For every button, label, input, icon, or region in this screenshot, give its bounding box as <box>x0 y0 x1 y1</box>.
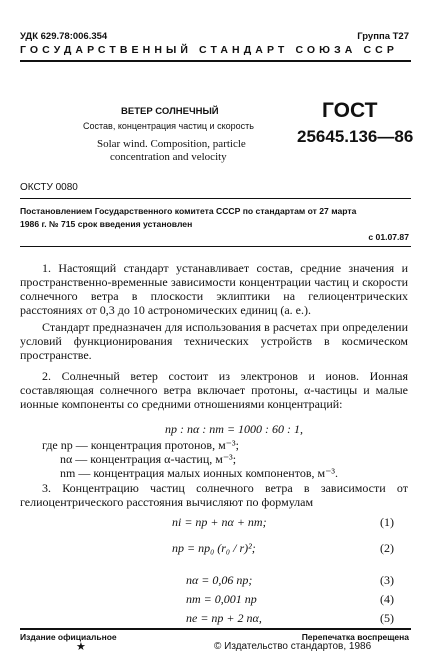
equation-3-number: (3) <box>380 573 394 587</box>
decree-effective-date: с 01.07.87 <box>368 232 409 242</box>
equation-1: ni = np + nα + nm; <box>172 515 267 529</box>
equation-4: nm = 0,001 np <box>186 592 257 606</box>
equation-2: np = np₀ (r₀ / r)²; <box>172 541 256 555</box>
paragraph-3: 2. Солнечный ветер состоит из электронов и ионов. Ионная составляющая солнечного ветра включает протоны, α-частицы и малые ионные компоненты со средними отношениями концентраций: <box>20 369 408 411</box>
equation-3: nα = 0,06 np; <box>186 573 253 587</box>
reprint-prohibited-label: Перепечатка воспрещена <box>301 632 409 642</box>
title-en-line2: concentration and velocity <box>110 151 227 163</box>
udk-code: УДК 629.78:006.354 <box>20 31 108 42</box>
gost-number: 25645.136—86 <box>297 127 414 146</box>
paragraph-1: 1. Настоящий стандарт устанавливает состав, средние значения и пространственно-временные зависимости концентрации частиц и скорости солнечного ветра в плоскости эклиптики на гелиоцентрических расстояниях от 0,3 до 10 астрономических единиц (а. е.). <box>20 261 408 317</box>
gost-label: ГОСТ <box>322 99 378 122</box>
equation-5-number: (5) <box>380 611 394 625</box>
title-en-line1: Solar wind. Composition, particle <box>97 138 246 150</box>
paragraph-2: Стандарт предназначен для использования в расчетах при определении условий функционирования технических устройств в космическом пространстве. <box>20 320 408 362</box>
equation-2-number: (2) <box>380 541 394 555</box>
standard-line: ГОСУДАРСТВЕННЫЙ СТАНДАРТ СОЮЗА ССР <box>20 44 398 56</box>
official-edition-label: Издание официальное <box>20 632 117 642</box>
title-divider <box>20 198 411 199</box>
title-ru-main: ВЕТЕР СОЛНЕЧНЫЙ <box>121 106 219 117</box>
definition-np: где np — концентрация протонов, м⁻³; <box>42 438 239 452</box>
header-divider <box>20 60 411 62</box>
decree-line2: 1986 г. № 715 срок введения установлен <box>20 219 193 229</box>
copyright-line: © Издательство стандартов, 1986 <box>214 641 372 652</box>
decree-line1: Постановлением Государственного комитета СССР по стандартам от 27 марта <box>20 206 357 216</box>
paragraph-4: 3. Концентрацию частиц солнечного ветра в зависимости от гелиоцентрического расстояния вычисляют по формулам <box>20 481 408 509</box>
ratio-formula: np : nα : nm = 1000 : 60 : 1, <box>165 422 304 436</box>
definition-nm: nm — концентрация малых ионных компонентов, м⁻³. <box>60 466 339 480</box>
footer-divider <box>20 628 411 630</box>
equation-1-number: (1) <box>380 515 394 529</box>
equation-5: ne = np + 2 nα, <box>186 611 262 625</box>
title-ru-sub: Состав, концентрация частиц и скорость <box>83 121 254 131</box>
group-code: Группа Т27 <box>357 31 409 42</box>
okstu-code: ОКСТУ 0080 <box>20 182 78 193</box>
decree-divider <box>20 246 411 247</box>
equation-4-number: (4) <box>380 592 394 606</box>
definition-nalpha: nα — концентрация α-частиц, м⁻³; <box>60 452 237 466</box>
star-icon: ★ <box>76 641 86 653</box>
